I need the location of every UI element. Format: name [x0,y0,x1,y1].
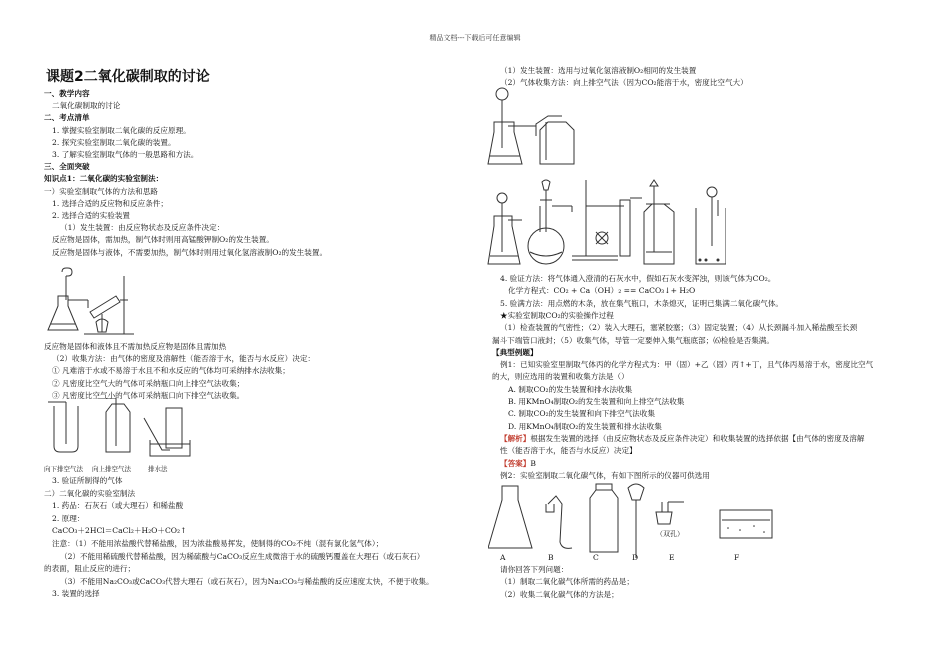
right3-line: （1）制取二氧化碳气体所需的药品是； [500,577,634,587]
label-C: C [593,553,599,562]
right1-line: （2）气体收集方法：向上排空气法（因为CO₂能溶于水，密度比空气大） [500,78,748,88]
left-line: 2. 探究实验室制取二氧化碳的装置。 [52,137,176,147]
label-water-displacement: 排水法 [148,465,168,473]
left3-line: （2）不能用稀硫酸代替稀盐酸，因为稀硫酸与CaCO₃反应生成微溶于水的硫酸钙覆盖在大理石（或石灰石） [60,551,425,561]
label-D: D [632,553,639,562]
right2-line: B. 用KMnO₄制取O₂的发生装置和向上排空气法收集 [508,397,685,406]
left-line: 一）实验室制取气体的方法和思路 [44,186,158,196]
label-B: B [548,553,554,562]
generation-apparatus-figure [44,266,134,338]
right2-line: 性（能否溶于水，能否与水反应）决定】 [500,446,637,456]
left2-line: ① 凡难溶于水或不易溶于水且不和水反应的气体均可采纳排水法收集； [52,366,290,376]
five-generation-apparatus-figure [486,176,726,268]
left-line: 2. 选择合适的实验装置 [52,211,131,220]
label-E: E [669,553,675,562]
left3-line: 1. 药品：石灰石（或大理石）和稀盐酸 [52,501,184,511]
right2-line: 的大，则应选用的装置和收集方法是（） [492,372,629,382]
left-line: 反应物是固体与液体，不需要加热，制气体时则用过氧化氢溶液制O₂的发生装置。 [52,247,328,257]
right2-line: C. 制取CO₂的发生装置和向下排空气法收集 [508,409,655,419]
right2-line: A. 制取CO₂的发生装置和排水法收集 [508,384,633,394]
right2-line: 【解析】根据发生装置的选择（由反应物状态及反应条件决定）和收集装置的选择依据【由气体的密度及溶解 [500,433,865,443]
left-line: 1. 选择合适的反应物和反应条件； [52,198,168,208]
left3-line: 二）二氧化碳的实验室制法 [44,488,136,498]
page-title: 课题2二氧化碳制取的讨论 [46,69,210,85]
left2-line: ③ 凡密度比空气小的气体可采纳瓶口向下排空气法收集。 [52,390,245,400]
right2-line: ★实验室制取CO₂的实验操作过程 [500,310,614,320]
label-downward-air: 向下排空气法 [44,465,83,473]
co2-generation-apparatus-figure [486,86,586,168]
right2-line: 例1：已知实验室里制取气体丙的化学方程式为：甲（固）+乙（固）丙↑+丁，且气体丙易溶于水，密度比空气 [500,360,874,370]
right2-line: 漏斗下端管口液封；（5）收集气体，导管一定要伸入集气瓶底部；⑹检验是否集满。 [492,335,774,345]
page-header: 精品文档---下载后可任意编辑 [429,34,521,42]
left-line: 反应物是固体，需加热，制气体时则用高锰酸钾制O₂的发生装置。 [52,235,274,245]
right1-line: （1）发生装置：选用与过氧化氢溶液制O₂相同的发生装置 [500,66,697,75]
right2-line: 例2：实验室制取二氧化碳气体，有如下图所示的仪器可供选用 [500,470,710,480]
left-line: 1. 掌握实验室制取二氧化碳的反应原理。 [52,125,191,135]
left-line: 知识点1：二氧化碳的实验室制法： [44,174,164,184]
left-line: 二氧化碳制取的讨论 [52,101,121,111]
left3-line: 注意：（1）不能用浓盐酸代替稀盐酸，因为浓盐酸易挥发，使制得的CO₂不纯（混有氯化氢气体）； [52,539,384,548]
left3-line: 3. 验证所制得的气体 [52,476,123,485]
collection-methods-figure [44,398,194,468]
left2-line: ② 凡密度比空气大的气体可采纳瓶口向上排空气法收集； [52,378,245,388]
label-A: A [500,553,506,562]
left-line: 二、考点清单 [44,113,90,123]
double-hole-label: （双孔） [656,530,684,538]
right2-line: 【答案】B [500,458,536,468]
right2-line: 4. 验证方法：将气体通入澄清的石灰水中，假如石灰水变浑浊，则该气体为CO₂。 [500,274,776,283]
left2-line: 反应物是固体和液体且不需加热反应物是固体且需加热 [44,342,227,351]
left-line: 一、教学内容 [44,89,90,98]
left3-line: （3）不能用Na₂CO₃或CaCO₃代替大理石（或石灰石），因为Na₂CO₃与稀盐酸的反应速度太快，不便于收集。 [60,576,434,586]
left3-line: 3. 装置的选择 [52,589,100,599]
label-F: F [734,553,740,562]
right2-line: 【典型例题】 [492,347,538,357]
left3-line: CaCO₃＋2HCl＝CaCl₂＋H₂O＋CO₂↑ [52,526,187,536]
right2-line: 化学方程式：CO₂ + Ca（OH）₂ == CaCO₃↓+ H₂O [508,286,696,296]
right2-line: 5. 验满方法：用点燃的木条，放在集气瓶口，木条熄灭，证明已集满二氧化碳气体。 [500,298,784,308]
right2-line: （1）检查装置的气密性；（2）装入大理石，塞紧胶塞；（3）固定装置；（4）从长颈漏斗加入稀盐酸至长颈 [500,323,858,333]
left3-line: 的表面，阻止反应的进行； [44,564,136,574]
left3-line: 2. 原理： [52,513,85,523]
label-upward-air: 向上排空气法 [92,465,131,473]
example2-apparatus-figure [488,482,780,564]
left2-line: （2）收集方法：由气体的密度及溶解性（能否溶于水，能否与水反应）决定： [52,354,316,364]
left-line: （1）发生装置：由反应物状态及反应条件决定： [60,223,225,233]
right3-line: 请你回答下列问题： [500,565,569,574]
right2-line: D. 用KMnO₄制取O₂的发生装置和排水法收集 [508,421,662,431]
right3-line: （2）收集二氧化碳气体的方法是； [500,589,619,599]
left-line: 3. 了解实验室制取气体的一般思路和方法。 [52,150,199,159]
left-line: 三、全面突破 [44,162,90,172]
